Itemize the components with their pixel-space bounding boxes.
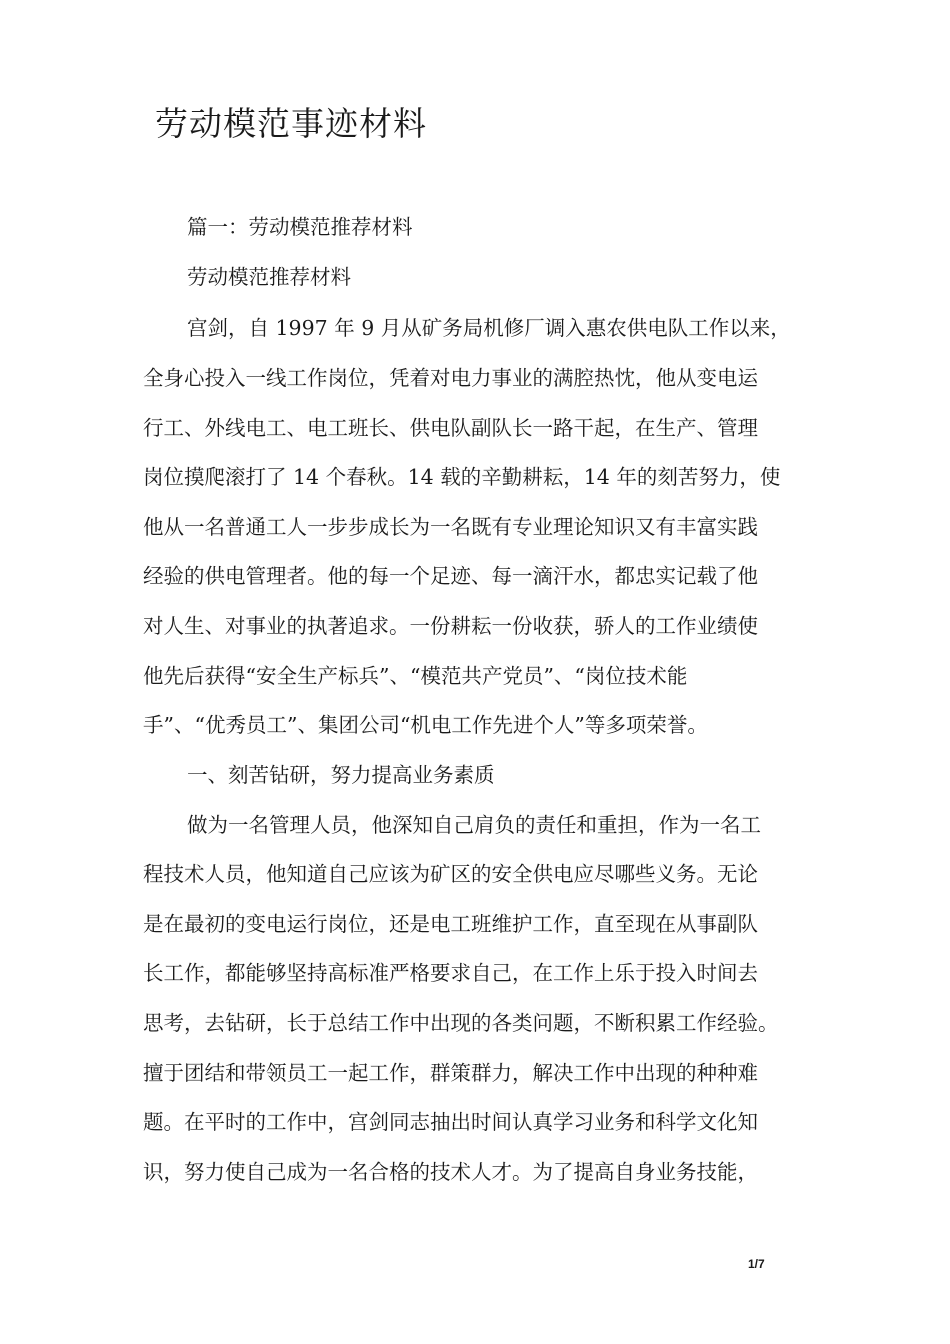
body-text-line: 岗位摸爬滚打了 14 个春秋。14 载的辛勤耕耘，14 年的刻苦努力，使: [143, 465, 781, 489]
body-text-line: 题。在平时的工作中，宫剑同志抽出时间认真学习业务和科学文化知: [143, 1110, 758, 1134]
body-text-line: 他从一名普通工人一步步成长为一名既有专业理论知识又有丰富实践: [143, 515, 758, 539]
body-text-line: 思考，去钻研，长于总结工作中出现的各类问题，不断积累工作经验。: [143, 1011, 779, 1035]
body-text-line: 做为一名管理人员，他深知自己肩负的责任和重担，作为一名工: [187, 813, 761, 837]
page-number: 1/7: [748, 1257, 765, 1271]
subsection-heading: 劳动模范推荐材料: [187, 265, 351, 289]
section-heading: 一、刻苦钻研，努力提高业务素质: [187, 763, 495, 787]
section-heading: 篇一：劳动模范推荐材料: [187, 215, 413, 239]
body-text-line: 程技术人员，他知道自己应该为矿区的安全供电应尽哪些义务。无论: [143, 862, 758, 886]
body-text-line: 对人生、对事业的执著追求。一份耕耘一份收获，骄人的工作业绩使: [143, 614, 758, 638]
body-text-line: 全身心投入一线工作岗位，凭着对电力事业的满腔热忱，他从变电运: [143, 366, 758, 390]
body-text-line: 手”、“优秀员工”、集团公司“机电工作先进个人”等多项荣誉。: [143, 713, 708, 737]
body-text-line: 识，努力使自己成为一名合格的技术人才。为了提高自身业务技能，: [143, 1160, 758, 1184]
body-text-line: 他先后获得“安全生产标兵”、“模范共产党员”、“岗位技术能: [143, 664, 688, 688]
body-text-line: 行工、外线电工、电工班长、供电队副队长一路干起，在生产、管理: [143, 416, 758, 440]
body-text-line: 是在最初的变电运行岗位，还是电工班维护工作，直至现在从事副队: [143, 912, 758, 936]
body-text-line: 宫剑，自 1997 年 9 月从矿务局机修厂调入惠农供电队工作以来，: [187, 316, 791, 340]
body-text-line: 长工作，都能够坚持高标准严格要求自己，在工作上乐于投入时间去: [143, 961, 758, 985]
document-title: 劳动模范事迹材料: [155, 104, 427, 143]
body-text-line: 经验的供电管理者。他的每一个足迹、每一滴汗水，都忠实记载了他: [143, 564, 758, 588]
body-text-line: 擅于团结和带领员工一起工作，群策群力，解决工作中出现的种种难: [143, 1061, 758, 1085]
